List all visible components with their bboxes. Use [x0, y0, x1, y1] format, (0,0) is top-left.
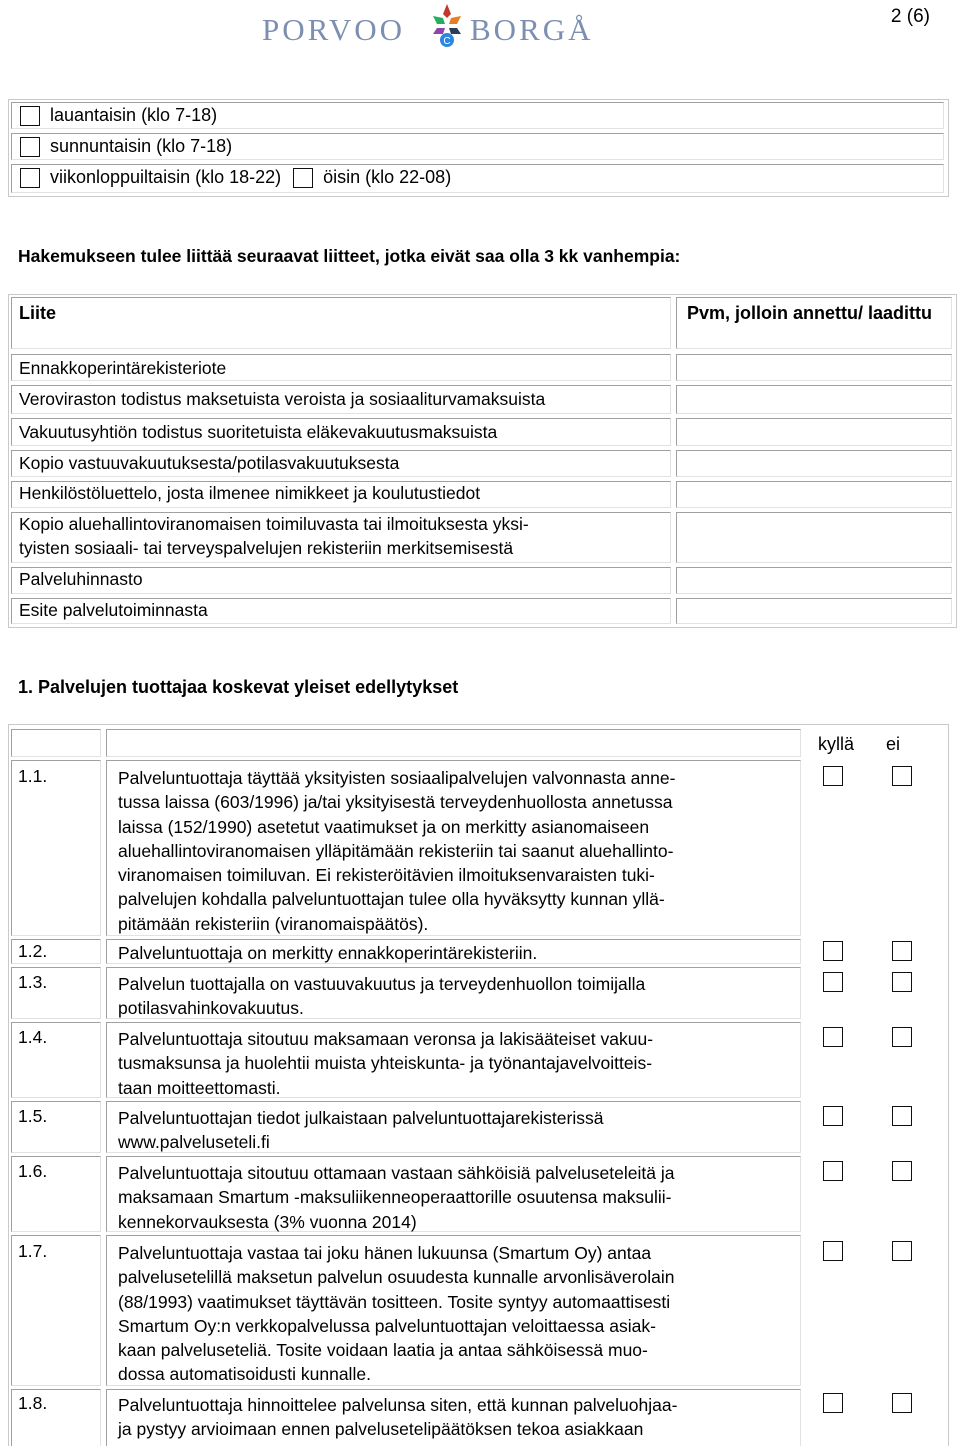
- attachment-column-header: Liite: [19, 303, 57, 323]
- attachments-intro: Hakemukseen tulee liittää seuraavat liitteet, jotka eivät saa olla 3 kk vanhempia:: [18, 246, 681, 266]
- req-number: 1.4.: [18, 1027, 48, 1047]
- city-logo: [262, 2, 614, 50]
- req-number: 1.3.: [18, 972, 48, 992]
- svg-text:C: C: [443, 36, 451, 47]
- req-yes-checkbox[interactable]: [823, 1106, 843, 1126]
- req-no-checkbox[interactable]: [892, 941, 912, 961]
- req-yes-checkbox[interactable]: [823, 1161, 843, 1181]
- date-input[interactable]: [676, 450, 952, 477]
- req-no-checkbox[interactable]: [892, 1241, 912, 1261]
- req-yes-checkbox[interactable]: [823, 766, 843, 786]
- attachment-row: Kopio aluehallintoviranomaisen toimiluvasta tai ilmoituksesta yksi- tyisten sosiaali- tai terveyspalvelujen rekisteriin merkitsemisestä: [19, 514, 529, 558]
- attachment-row: Kopio vastuuvakuutuksesta/potilasvakuutuksesta: [19, 453, 400, 473]
- req-yes-checkbox[interactable]: [823, 1027, 843, 1047]
- req-text: Palveluntuottaja sitoutuu maksamaan veronsa ja lakisääteiset vakuu- tusmaksunsa ja huolehtii muista yhteiskunta- ja työnantajavelvoitteis- taan moitteettomasti.: [118, 1029, 654, 1098]
- sunday-label: sunnuntaisin (klo 7-18): [50, 136, 233, 156]
- date-input[interactable]: [676, 481, 952, 508]
- req-text: Palvelun tuottajalla on vastuuvakuutus ja terveydenhuollon toimijalla potilasvahinkovakuutus.: [118, 974, 646, 1019]
- date-input[interactable]: [676, 385, 952, 414]
- req-header-cell: [106, 729, 801, 757]
- sunday-checkbox[interactable]: [20, 137, 40, 157]
- req-text: Palveluntuottaja vastaa tai joku hänen lukuunsa (Smartum Oy) antaa palvelusetelillä maksetun palvelun osuudesta kunnalle arvonlisäverolain (88/1993) vaatimukset täyttävän tositteen. Tosite syntyy automaattisesti Smartum Oy:n verkkopalvelussa palveluntuottajan veloittaessa asiak- kaan palveluseteliä. Tosite voidaan laatia ja antaa sähköisessä muo- dossa automatisoidusti kunnalle.: [118, 1243, 675, 1385]
- req-number: 1.5.: [18, 1106, 48, 1126]
- weekend-evenings-checkbox[interactable]: [20, 168, 40, 188]
- attachments-header-cell: [11, 297, 671, 349]
- attachment-row: Ennakkoperintärekisteriote: [19, 358, 227, 378]
- city-emblem-icon: [425, 2, 469, 48]
- no-column-header: ei: [886, 734, 901, 754]
- req-text: Palveluntuottaja täyttää yksityisten sosiaalipalvelujen valvonnasta anne- tussa laissa (603/1996) ja/tai yksityisestä terveydenhuollosta annetussa laissa (152/1990) asetetut vaatimukset ja on merkitty asianomaiseen aluehallintoviranomaisen ylläpitämään rekisteriin tai saanut aluehallinto- viranomaisen toimiluvan. Ei rekisteröitävien ilmoituksenvaraisten tuki- palvelujen kohdalla palveluntuottajan tulee olla hyväksytty kunnan yllä- pitämään rekisteriin (viranomaispäätös).: [118, 768, 676, 934]
- req-number: 1.2.: [18, 941, 48, 961]
- attachment-row: Veroviraston todistus maksetuista veroista ja sosiaaliturvamaksuista: [19, 389, 546, 409]
- req-no-checkbox[interactable]: [892, 766, 912, 786]
- date-input[interactable]: [676, 598, 952, 624]
- req-yes-checkbox[interactable]: [823, 972, 843, 992]
- req-text: Palveluntuottajan tiedot julkaistaan palveluntuottajarekisterissä www.palveluseteli.fi: [118, 1108, 604, 1153]
- attachment-row: Vakuutusyhtiön todistus suoritetuista eläkevakuutusmaksuista: [19, 422, 498, 442]
- page-number: 2 (6): [890, 6, 930, 27]
- req-text: Palveluntuottaja hinnoittelee palvelunsa siten, että kunnan palveluohjaa- ja pystyy arvioimaan ennen palvelusetelipäätöksen tekoa asiakkaan: [118, 1395, 678, 1440]
- shift-option-saturday: [20, 105, 217, 126]
- req-yes-checkbox[interactable]: [823, 941, 843, 961]
- nights-label: öisin (klo 22-08): [323, 167, 452, 187]
- nights-checkbox[interactable]: [293, 168, 313, 188]
- req-header-cell: [11, 729, 101, 757]
- yes-column-header: kyllä: [818, 734, 855, 754]
- req-no-checkbox[interactable]: [892, 1161, 912, 1181]
- attachment-row: Henkilöstöluettelo, josta ilmenee nimikkeet ja koulutustiedot: [19, 483, 481, 503]
- req-no-checkbox[interactable]: [892, 1393, 912, 1413]
- req-number: 1.7.: [18, 1241, 48, 1261]
- section-title: 1. Palvelujen tuottajaa koskevat yleiset edellytykset: [18, 677, 459, 697]
- logo-text-borga: BORGÅ: [470, 12, 594, 47]
- attachment-row: Palveluhinnasto: [19, 569, 143, 589]
- logo-text-porvoo: PORVOO: [262, 12, 405, 47]
- req-yes-checkbox[interactable]: [823, 1241, 843, 1261]
- req-yes-checkbox[interactable]: [823, 1393, 843, 1413]
- req-text: Palveluntuottaja sitoutuu ottamaan vastaan sähköisiä palveluseteleitä ja maksamaan Smartum -maksuliikenneoperaattorille osuutensa maksulii- kennekorvauksesta (3% vuonna 2014): [118, 1163, 675, 1232]
- date-input[interactable]: [676, 418, 952, 446]
- attachment-row: Esite palvelutoiminnasta: [19, 600, 208, 620]
- date-input[interactable]: [676, 567, 952, 594]
- req-number: 1.1.: [18, 766, 48, 786]
- req-no-checkbox[interactable]: [892, 972, 912, 992]
- req-text: Palveluntuottaja on merkitty ennakkoperintärekisteriin.: [118, 943, 538, 963]
- req-no-checkbox[interactable]: [892, 1027, 912, 1047]
- shift-option-weekend-evenings: [20, 167, 451, 188]
- req-number: 1.8.: [18, 1393, 48, 1413]
- weekend-evenings-label: viikonloppuiltaisin (klo 18-22): [50, 167, 282, 187]
- req-no-checkbox[interactable]: [892, 1106, 912, 1126]
- saturday-label: lauantaisin (klo 7-18): [50, 105, 218, 125]
- date-input[interactable]: [676, 512, 952, 563]
- shift-option-sunday: [20, 136, 232, 157]
- date-input[interactable]: [676, 354, 952, 381]
- date-column-header: Pvm, jolloin annettu/ laadittu: [687, 303, 933, 323]
- saturday-checkbox[interactable]: [20, 106, 40, 126]
- req-number: 1.6.: [18, 1161, 48, 1181]
